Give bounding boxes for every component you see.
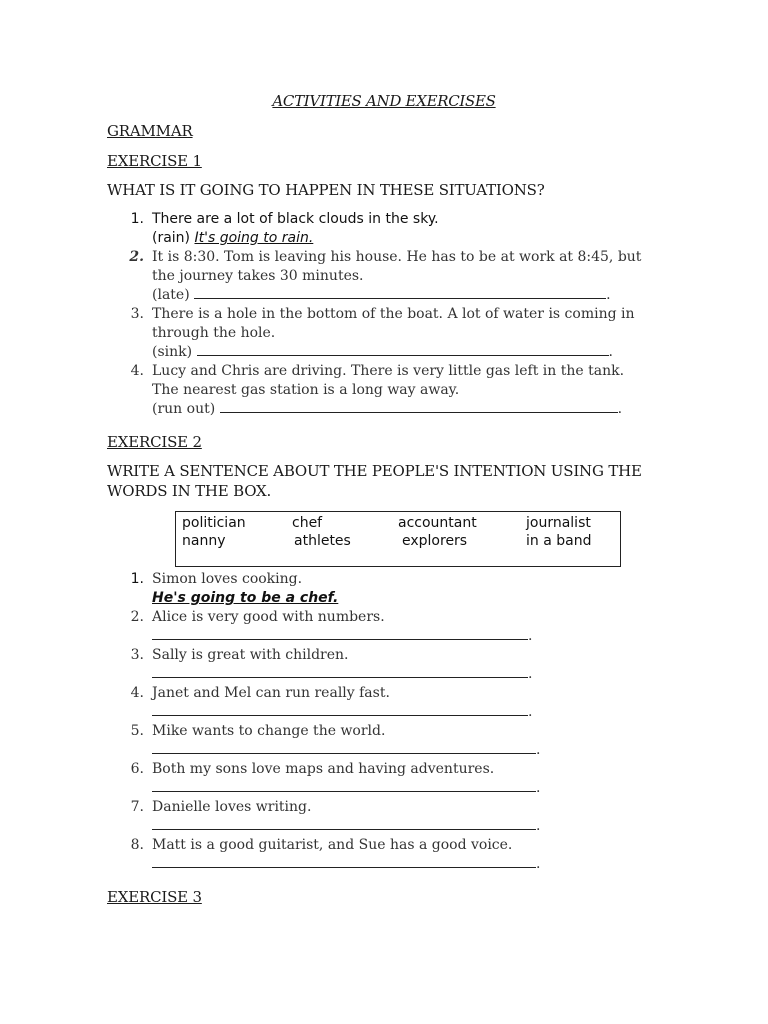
item-text: There are a lot of black clouds in the sky. [152, 211, 439, 227]
list-item: 4. Janet and Mel can run really fast. . [152, 684, 540, 722]
item-text: Matt is a good guitarist, and Sue has a good voice. [152, 837, 513, 853]
item-text: The nearest gas station is a long way away. [152, 382, 460, 398]
list-item: 2. It is 8:30. Tom is leaving his house. He has to be at work at 8:45, but the journey takes 30 minutes. (late) . [129, 249, 642, 303]
answer-blank[interactable] [220, 400, 618, 413]
answer-blank[interactable] [152, 855, 536, 868]
item-number: 3. [130, 306, 144, 322]
item-number: 1. [130, 571, 144, 587]
list-item [130, 570, 540, 608]
answer-blank[interactable] [152, 741, 536, 754]
item-text: Mike wants to change the world. [152, 723, 386, 739]
exercise2-instruction-line2: WORDS IN THE BOX. [107, 482, 272, 500]
answer-blank[interactable] [152, 779, 536, 792]
list-item: 7. Danielle loves writing. . [130, 799, 541, 834]
item-text: Sally is great with children. [152, 647, 349, 663]
answer-blank[interactable] [152, 817, 536, 830]
box-word: politician [182, 515, 246, 531]
item-text: Alice is very good with numbers. [152, 609, 385, 625]
item-number: 5. [130, 723, 144, 739]
item-number: 4. [130, 685, 144, 701]
item-text: Lucy and Chris are driving. There is very little gas left in the tank. [152, 363, 625, 379]
list-item: 5. Mike wants to change the world. . [130, 723, 541, 758]
answer-blank[interactable] [152, 703, 528, 716]
list-item: 3. Sally is great with children. . [152, 646, 540, 684]
item-cue: (run out) [152, 401, 216, 417]
list-item: 3. There is a hole in the bottom of the boat. A lot of water is coming in through the hole. (sink) . [152, 305, 641, 362]
box-word: chef [292, 515, 323, 531]
item-number: 4. [130, 363, 144, 379]
word-box [175, 511, 621, 567]
exercise3-heading: EXERCISE 3 [107, 888, 202, 906]
item-cue: (late) [152, 287, 190, 303]
box-word: explorers [402, 533, 468, 549]
answer-blank[interactable] [197, 343, 609, 356]
item-number: 2. [130, 609, 144, 625]
box-word: accountant [398, 515, 477, 531]
list-item: 6. Both my sons love maps and having adventures. . [130, 761, 541, 796]
page-title: ACTIVITIES AND EXERCISES [272, 92, 496, 110]
box-word: in a band [526, 533, 592, 549]
answer-blank[interactable] [194, 286, 606, 299]
box-word: athletes [294, 533, 351, 549]
item-number: 7. [130, 799, 144, 815]
item-text: the journey takes 30 minutes. [152, 268, 364, 284]
list-item: 4. Lucy and Chris are driving. There is very little gas left in the tank. The nearest gas station is a long way away. (run out) . [152, 362, 641, 419]
section-grammar: GRAMMAR [107, 122, 193, 140]
item-answer: He's going to be a chef. [152, 590, 339, 606]
item-text: Janet and Mel can run really fast. [152, 685, 390, 701]
item-text: Both my sons love maps and having adventures. [152, 761, 495, 777]
item-text: Danielle loves writing. [152, 799, 312, 815]
item-text: through the hole. [152, 325, 276, 341]
exercise1-heading: EXERCISE 1 [107, 152, 202, 170]
item-cue: (rain) [152, 230, 191, 246]
exercise1-instruction: WHAT IS IT GOING TO HAPPEN IN THESE SITUATIONS? [107, 181, 545, 199]
item-text: It is 8:30. Tom is leaving his house. He has to be at work at 8:45, but [152, 249, 642, 265]
box-word: nanny [182, 533, 226, 549]
item-number: 3. [130, 647, 144, 663]
item-number: 8. [130, 837, 144, 853]
item-number: 2. [129, 249, 144, 265]
item-number: 6. [130, 761, 144, 777]
list-item: 2. Alice is very good with numbers. . [152, 608, 540, 646]
exercise1-list [129, 210, 642, 419]
box-word: journalist [526, 515, 591, 531]
exercise2-instruction-line1: WRITE A SENTENCE ABOUT THE PEOPLE'S INTENTION USING THE [107, 462, 642, 480]
list-item: 8. Matt is a good guitarist, and Sue has a good voice. . [130, 837, 541, 872]
exercise2-list [130, 570, 541, 874]
list-item [130, 210, 641, 248]
answer-blank[interactable] [152, 627, 528, 640]
item-text: Simon loves cooking. [152, 571, 303, 587]
answer-blank[interactable] [152, 665, 528, 678]
exercise2-heading: EXERCISE 2 [107, 433, 202, 451]
item-text: There is a hole in the bottom of the boat. A lot of water is coming in [152, 306, 635, 322]
item-cue: (sink) [152, 344, 193, 360]
item-number: 1. [130, 211, 144, 227]
item-answer: It's going to rain. [194, 230, 314, 246]
